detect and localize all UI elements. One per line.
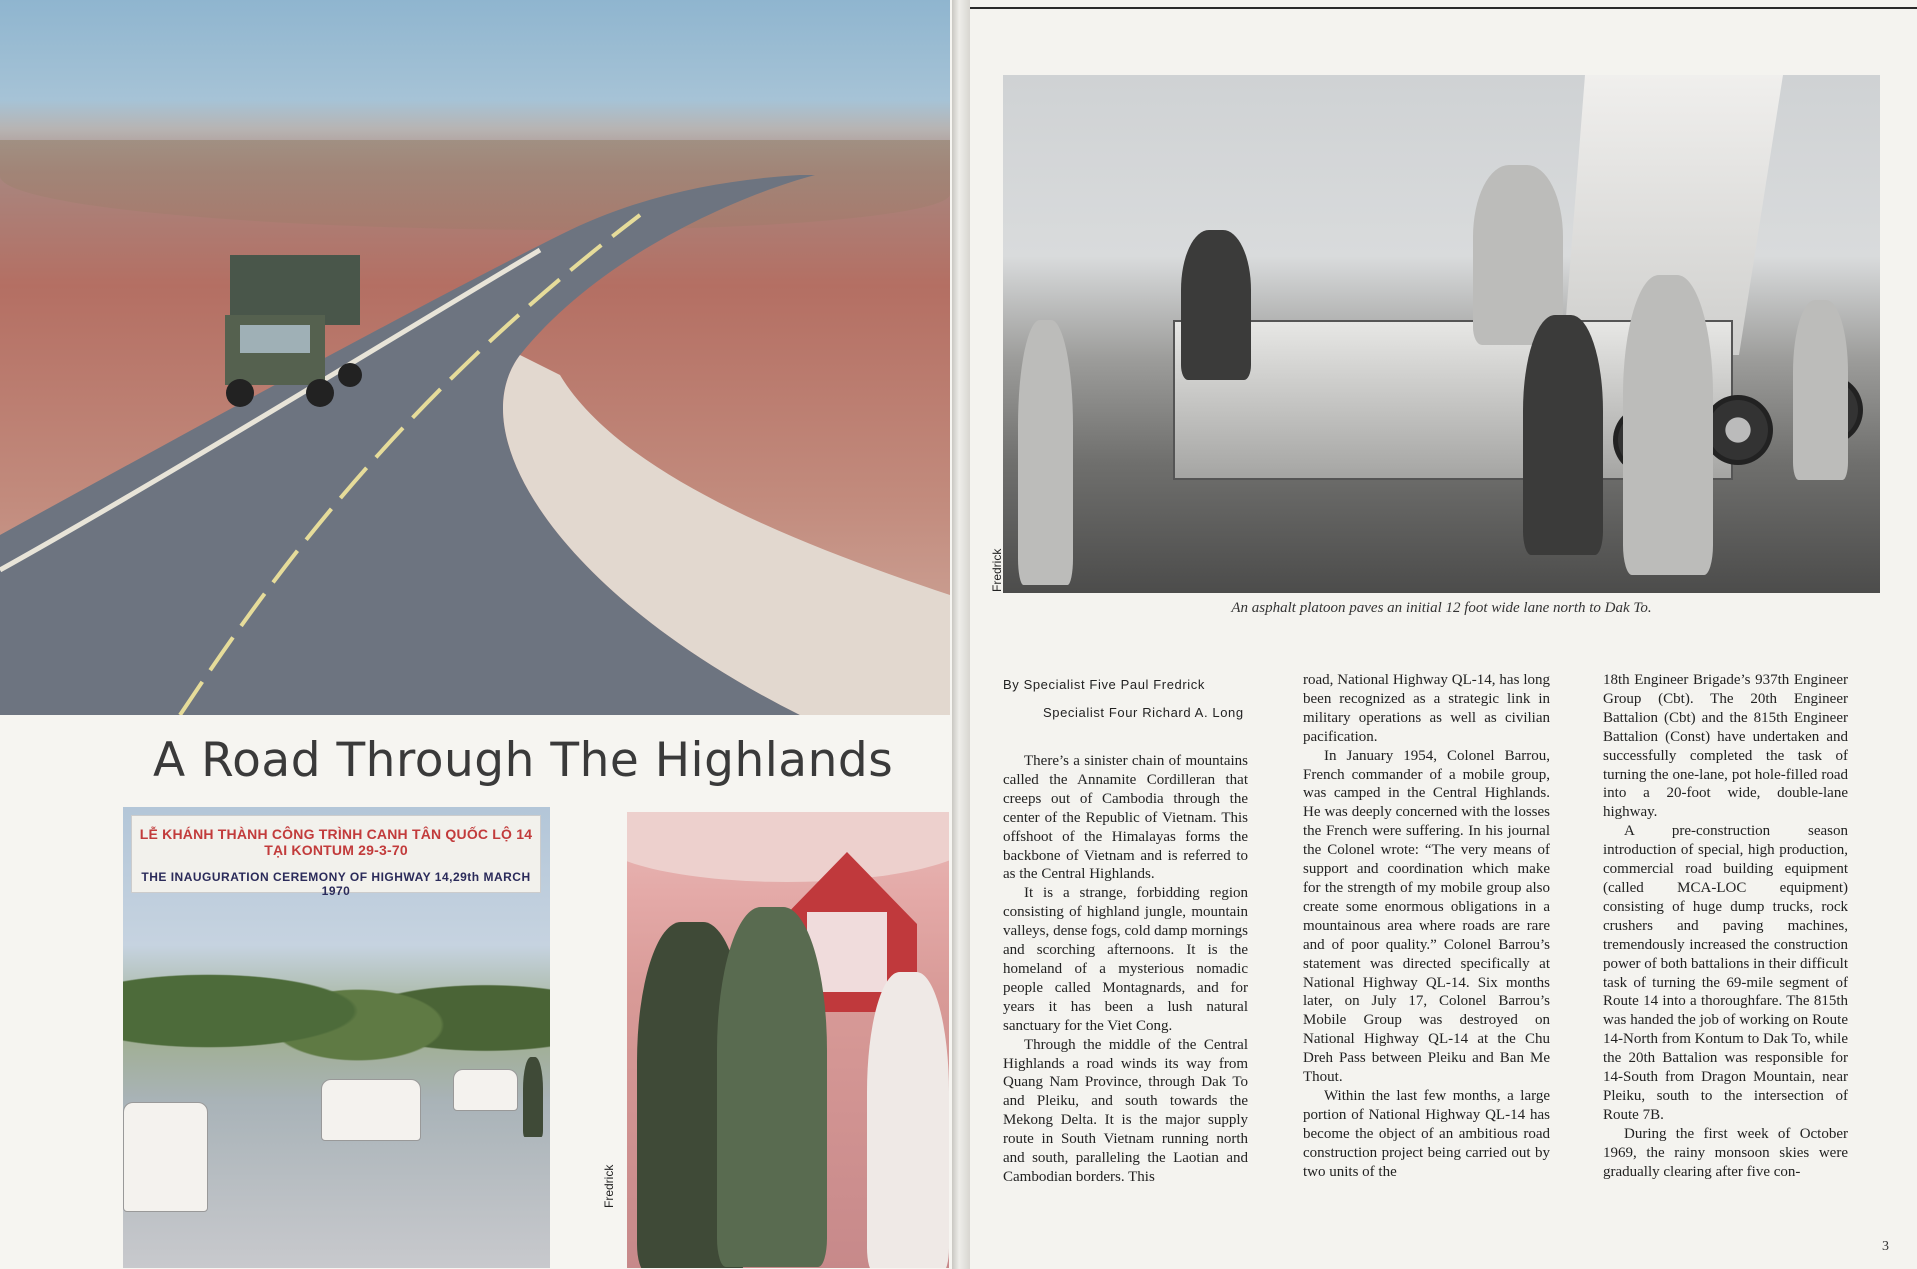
worker-conical-hat: [1523, 315, 1603, 555]
white-car-foreground: [123, 1102, 208, 1212]
worker-walking: [1623, 275, 1713, 575]
officials-reading-photo: [627, 812, 949, 1268]
inauguration-ceremony-photo: [123, 807, 550, 1268]
byline-author-1: By Specialist Five Paul Fredrick: [1003, 677, 1205, 692]
article-title: A Road Through The Highlands: [153, 733, 894, 788]
paragraph: 18th Engineer Brigade’s 937th Engineer Group (Cbt). The 20th Engineer Battalion (Cbt) and the 815th Engineer Battalion (Const) have undertaken and successfully completed the task of turning the one-lane, pot hole-filled road into a 20-foot wide, double-lane highway.: [1603, 672, 1848, 821]
white-car-distant: [453, 1069, 518, 1111]
worker-driver: [1181, 230, 1251, 380]
highway-truck-photo: [0, 0, 950, 715]
road-illustration: [0, 175, 950, 715]
left-page: [0, 0, 952, 1269]
top-rule: [970, 7, 1917, 9]
paragraph: It is a strange, forbidding region consisting of highland jungle, mountain valleys, dense fogs, cold damp mornings and scorching afternoons. It is the homeland of a mysterious nomadic people called Montagnards, and for years it has been a lush natural sanctuary for the Viet Cong.: [1003, 885, 1248, 1034]
right-page: [970, 0, 1917, 1269]
banner-vietnamese-text: LỄ KHÁNH THÀNH CÔNG TRÌNH CANH TÂN QUỐC LỘ 14 TẠI KONTUM 29-3-70: [139, 826, 533, 858]
paving-photo-credit: Fredrick: [990, 548, 1004, 592]
page-number: 3: [1882, 1239, 1889, 1254]
woman-white-dress: [867, 972, 949, 1268]
byline-author-2: Specialist Four Richard A. Long: [1043, 705, 1244, 720]
worker-helmet: [1018, 320, 1073, 585]
photo-caption: An asphalt platoon paves an initial 12 foot wide lane north to Dak To.: [1231, 600, 1652, 616]
ceremony-photo-credit: Fredrick: [602, 1164, 616, 1208]
paragraph: Through the middle of the Central Highlands a road winds its way from Quang Nam Province, through Dak To and Pleiku, and south towards the Mekong Delta. It is the major supply route in South Vietnam running north and south, paralleling the Laotian and Cambodian borders. This: [1003, 1036, 1248, 1185]
article-column-1: [1003, 752, 1248, 1187]
worker-far-right: [1793, 300, 1848, 480]
officer-helmet: [717, 907, 827, 1267]
page-gutter: [952, 0, 970, 1269]
article-column-3: [1603, 671, 1848, 1181]
paragraph: During the first week of October 1969, the rainy monsoon skies were gradually clearing after five con-: [1603, 1125, 1848, 1180]
paragraph: In January 1954, Colonel Barrou, French commander of a mobile group, was camped in the Central Highlands. He was deeply concerned with the losses the French were suffering. In his journal the Colonel wrote: “The very means of support and coordination which make for the strength of my mobile group also create some enormous obligations in a mountainous area where roads are rare and of poor quality.” Colonel Barrou’s statement was directed specifically at National Highway QL-14. Six months later, on July 17, Colonel Barrou’s Mobile Group was destroyed on National Highway QL-14 at the Chu Dreh Pass between Pleiku and Ban Me Thout.: [1303, 747, 1550, 1086]
wheel: [1703, 395, 1773, 465]
paragraph: road, National Highway QL-14, has long been recognized as a strategic link in military operations as well as civilian pacification.: [1303, 672, 1550, 745]
article-column-2: [1303, 671, 1550, 1181]
asphalt-paving-photo: [1003, 75, 1880, 593]
roadside-trees: [123, 927, 550, 1067]
umbrella: [627, 812, 949, 882]
white-car: [321, 1079, 421, 1141]
paragraph: Within the last few months, a large portion of National Highway QL-14 has become the object of an ambitious road construction project being carried out by two units of the: [1303, 1087, 1550, 1180]
paragraph: There’s a sinister chain of mountains called the Annamite Cordilleran that creeps out of Cambodia through the center of the Republic of Vietnam. This offshoot of the Himalayas forms the backbone of Vietnam and is referred to as the Central Highlands.: [1003, 753, 1248, 883]
banner-english-text: THE INAUGURATION CEREMONY OF HIGHWAY 14,29th MARCH 1970: [141, 870, 531, 898]
standing-soldier: [523, 1057, 543, 1137]
ceremony-banner: [131, 815, 541, 898]
paragraph: A pre-construction season introduction of special, high production, commercial road building equipment (called MCA-LOC equipment) consisting of huge dump trucks, rock crushers and paving machines, tremendously increased the construction power of both battalions in their difficult task of turning the 69-mile segment of Route 14 into a thoroughfare. The 815th was handed the job of working on Route 14-North from Kontum to Dak To, while the 20th Battalion was responsible for 14-South from Dragon Mountain, near Pleiku, south to the intersection of Route 7B.: [1603, 823, 1848, 1123]
